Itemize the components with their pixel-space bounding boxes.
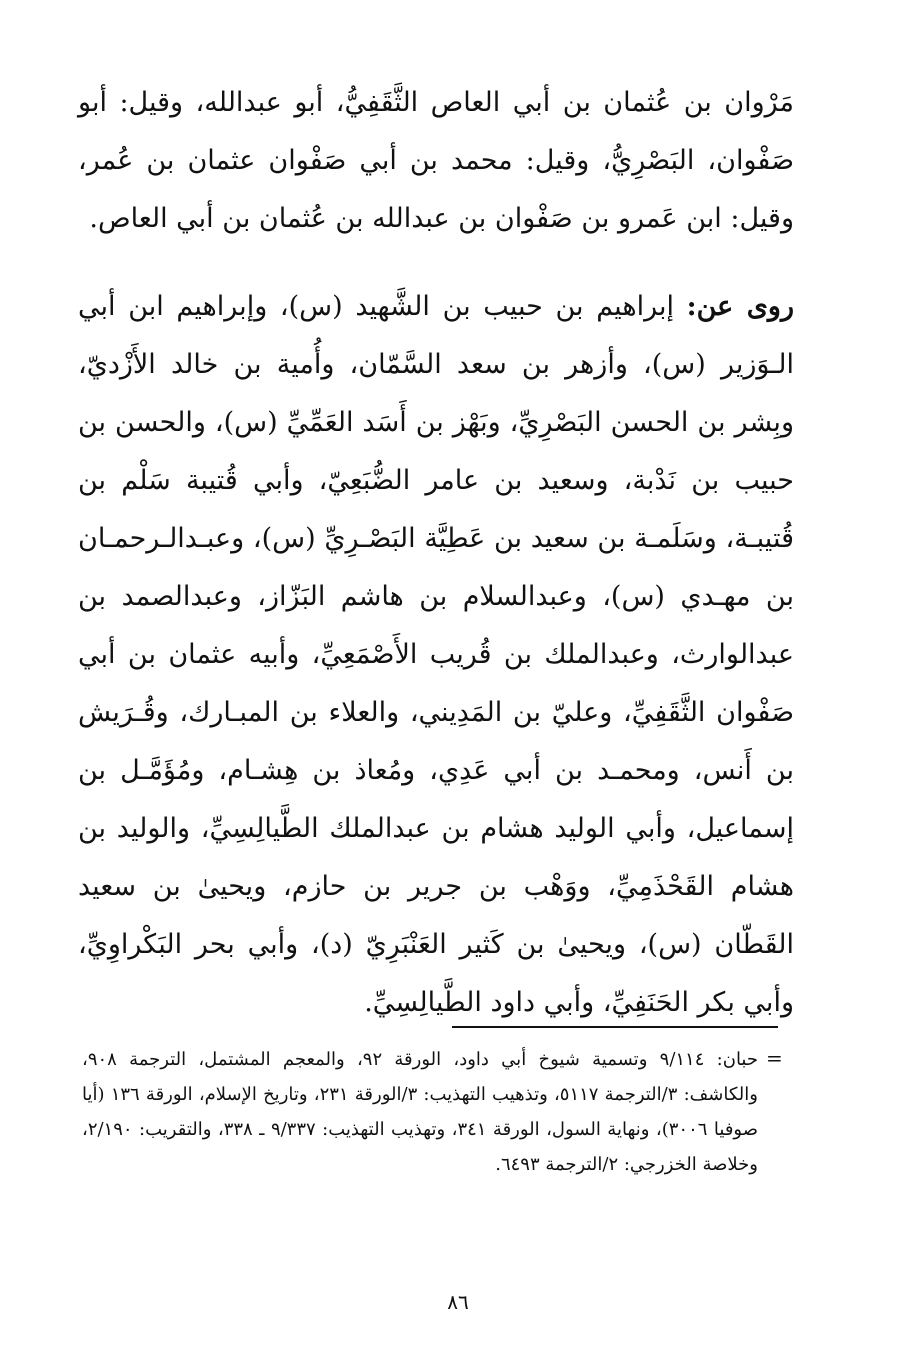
- biography-text: مَرْوان بن عُثمان بن أبي العاص الثَّقَفِيُّ، أبو عبدالله، وقيل: أبو صَفْوان، البَصْرِيُّ، وقيل: محمد بن أبي صَفْوان عثمان بن عُمر، وقيل: ابن عَمرو بن صَفْوان بن عبدالله بن عُثمان بن أبي العاص.: [78, 87, 794, 234]
- biography-paragraph: [78, 74, 794, 248]
- narrated-from-text: إبراهيم بن حبيب بن الشَّهيد (س)، وإبراهيم ابن أبي الـوَزير (س)، وأزهر بن سعد السَّمّان، وأُمية بن خالد الأَزْديّ، وبِشر بن الحسن البَصْرِيِّ، وبَهْز بن أَسَد العَمِّيِّ (س)، والحسن بن حبيب بن نَدْبة، وسعيد بن عامر الضُّبَعِيّ، وأبي قُتيبة سَلْم بن قُتيبـة، وسَلَمـة بن سعيد بن عَطِيَّة البَصْـرِيِّ (س)، وعبـدالـرحمـان بن مهـدي (س)، وعبدالسلام بن هاشم البَزّاز، وعبدالصمد بن عبدالوارث، وعبدالملك بن قُريب الأَصْمَعِيِّ، وأبيه عثمان بن أبي صَفْوان الثَّقَفِيِّ، وعليّ بن المَدِيني، والعلاء بن المبـارك، وقُـرَيش بن أَنس، ومحمـد بن أبي عَدِي، ومُعاذ بن هِشـام، ومُؤَمَّـل بن إسماعيل، وأبي الوليد هشام بن عبدالملك الطَّيالِسِيِّ، والوليد بن هشام القَحْذَمِيِّ، ووَهْب بن جرير بن حازم، ويحيىٰ بن سعيد القَطّان (س)، ويحيىٰ بن كَثير العَنْبَرِيّ (د)، وأبي بحر البَكْراوِيِّ، وأبي بكر الحَنَفِيِّ، وأبي داود الطَّيالِسِيِّ.: [78, 291, 794, 1018]
- footnote-continuation-marker: =: [766, 1046, 783, 1070]
- footnote: [82, 1042, 758, 1182]
- footnote-divider: [452, 1026, 778, 1028]
- footnote-text: حبان: ٩/١١٤ وتسمية شيوخ أبي داود، الورقة ٩٢، والمعجم المشتمل، الترجمة ٩٠٨، والكاشف: ٣/الترجمة ٥١١٧، وتذهيب التهذيب: ٣/الورقة ٢٣١، وتاريخ الإسلام، الورقة ١٣٦ (أيا صوفيا ٣٠٠٦)، ونهاية السول، الورقة ٣٤١، وتهذيب التهذيب: ٩/٣٣٧ ـ ٣٣٨، والتقريب: ٢/١٩٠، وخلاصة الخزرجي: ٢/الترجمة ٦٤٩٣.: [82, 1049, 759, 1175]
- narrated-from-paragraph: [78, 278, 794, 1032]
- narrated-from-label: روى عن:: [686, 291, 794, 322]
- page-number: ٨٦: [447, 1290, 469, 1314]
